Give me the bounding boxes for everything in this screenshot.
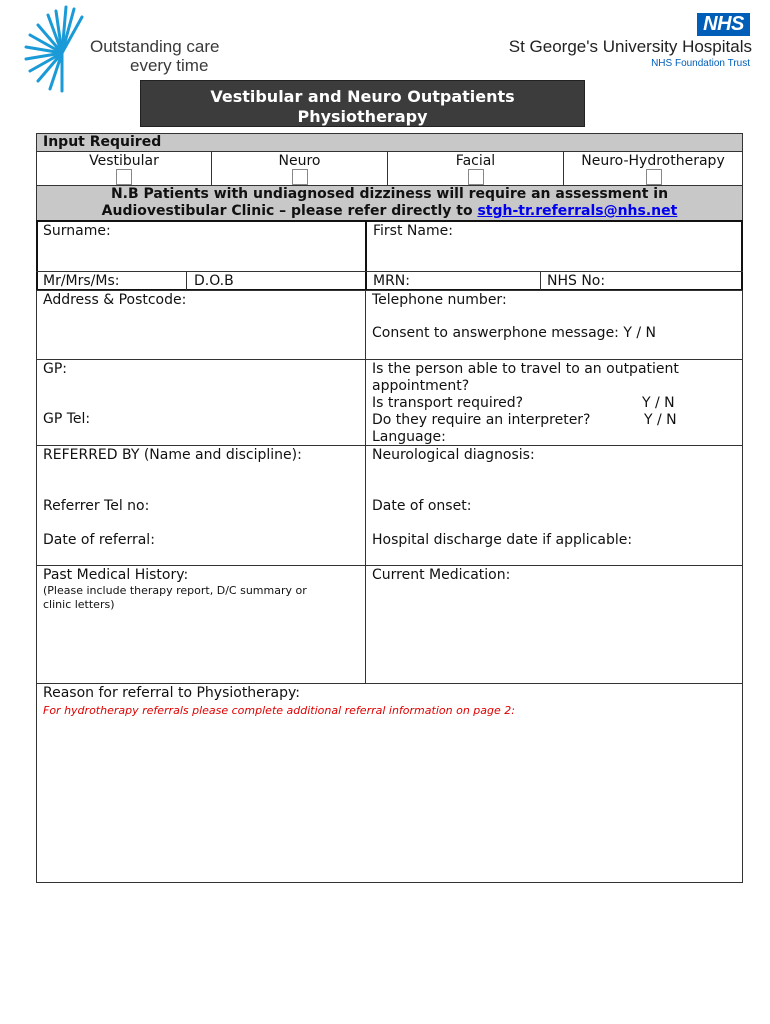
neuro-diagnosis-label: Neurological diagnosis: <box>372 447 535 463</box>
neuro-checkbox[interactable] <box>292 169 308 185</box>
dizziness-notice <box>36 185 743 221</box>
notice-line2 <box>43 203 736 220</box>
vestibular-checkbox[interactable] <box>116 169 132 185</box>
mrn-field[interactable]: MRN: <box>373 273 410 289</box>
discharge-date-label: Hospital discharge date if applicable: <box>372 532 633 548</box>
nhs-no-field[interactable]: NHS No: <box>547 273 606 289</box>
title-line1: Vestibular and Neuro Outpatients <box>210 87 515 106</box>
transport-label: Is transport required? <box>372 395 524 411</box>
option-label: Vestibular <box>89 153 159 169</box>
travel-cell[interactable] <box>365 359 743 446</box>
referred-by-label: REFERRED BY (Name and discipline): <box>43 447 302 463</box>
hydrotherapy-note: For hydrotherapy referrals please complete additional referral information on page 2: <box>43 704 515 717</box>
medication-label: Current Medication: <box>372 567 511 583</box>
diagnosis-cell[interactable] <box>365 445 743 566</box>
divider <box>365 220 367 291</box>
interpreter-yn[interactable]: Y / N <box>644 412 677 428</box>
divider <box>36 271 743 272</box>
notice-line2-text: Audiovestibular Clinic – please refer directly to <box>101 203 478 219</box>
date-of-onset-label: Date of onset: <box>372 498 472 514</box>
facial-checkbox[interactable] <box>468 169 484 185</box>
interpreter-row <box>372 412 736 429</box>
address-label: Address & Postcode: <box>43 292 187 308</box>
divider <box>186 271 187 291</box>
trust-subtitle: NHS Foundation Trust <box>651 58 750 69</box>
trust-name: St George's University Hospitals <box>508 37 752 56</box>
input-required-heading: Input Required <box>36 133 743 152</box>
surname-field[interactable]: Surname: <box>43 223 111 239</box>
nhs-logo: NHS <box>697 13 750 36</box>
gp-label: GP: <box>43 361 68 377</box>
transport-row <box>372 395 736 412</box>
notice-line1: N.B Patients with undiagnosed dizziness will require an assessment in <box>110 186 669 202</box>
form-title <box>140 80 585 127</box>
logo-text-line2: every time <box>130 56 209 75</box>
medication-cell[interactable] <box>365 565 743 684</box>
title-field[interactable]: Mr/Mrs/Ms: <box>43 273 120 289</box>
option-label: Neuro-Hydrotherapy <box>581 153 725 169</box>
pmh-label: Past Medical History: <box>43 567 189 583</box>
pmh-cell[interactable] <box>36 565 366 684</box>
reason-cell[interactable] <box>36 683 743 883</box>
first-name-field[interactable]: First Name: <box>373 223 453 239</box>
gp-tel-label: GP Tel: <box>43 411 91 427</box>
travel-question: Is the person able to travel to an outpatient <box>372 361 679 377</box>
dob-field[interactable]: D.O.B <box>194 273 234 289</box>
reason-label: Reason for referral to Physiotherapy: <box>43 685 300 701</box>
gp-cell[interactable] <box>36 359 366 446</box>
interpreter-label: Do they require an interpreter? <box>372 412 591 428</box>
pmh-note-line2: clinic letters) <box>43 598 115 611</box>
travel-question-cont: appointment? <box>372 378 470 394</box>
option-label: Facial <box>455 153 496 169</box>
neuro-hydrotherapy-checkbox[interactable] <box>646 169 662 185</box>
divider <box>540 271 541 291</box>
option-vestibular <box>36 151 212 186</box>
referral-email-link[interactable]: stgh-tr.referrals@nhs.net <box>477 203 678 219</box>
telephone-label: Telephone number: <box>372 292 507 308</box>
language-label: Language: <box>372 429 446 445</box>
date-of-referral-label: Date of referral: <box>43 532 155 548</box>
telephone-cell[interactable] <box>365 290 743 360</box>
option-label: Neuro <box>278 153 321 169</box>
referred-by-cell[interactable] <box>36 445 366 566</box>
option-facial <box>387 151 564 186</box>
title-line2: Physiotherapy <box>297 107 428 126</box>
consent-label: Consent to answerphone message: Y / N <box>372 325 656 341</box>
referrer-tel-label: Referrer Tel no: <box>43 498 150 514</box>
option-neuro <box>211 151 388 186</box>
starburst-icon <box>22 5 92 95</box>
logo-text-line1: Outstanding care <box>90 37 220 56</box>
address-cell[interactable] <box>36 290 366 360</box>
transport-yn[interactable]: Y / N <box>642 395 675 411</box>
pmh-note-line1: (Please include therapy report, D/C summary or <box>43 584 307 597</box>
option-neuro-hydrotherapy <box>563 151 743 186</box>
